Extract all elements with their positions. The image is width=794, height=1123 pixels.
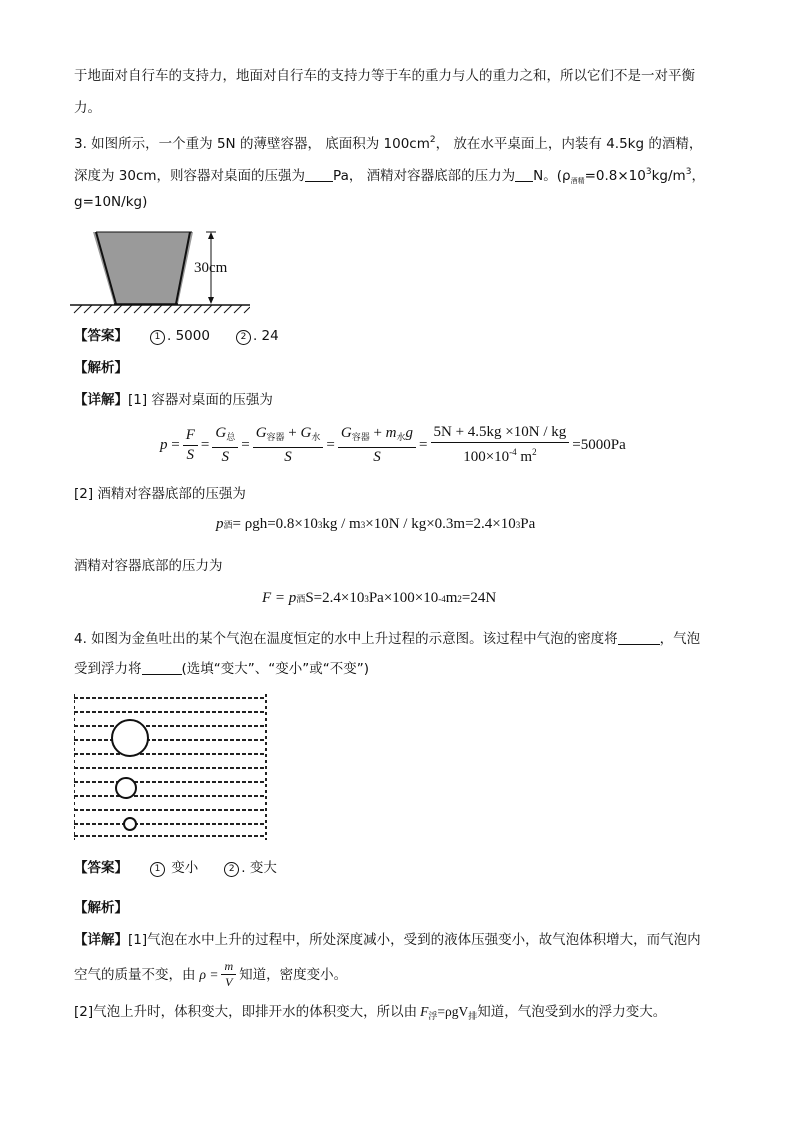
circled-number: 1 — [150, 862, 165, 877]
small-bubble — [124, 818, 136, 830]
large-bubble — [112, 720, 148, 756]
question-3-line-3: g=10N/kg) — [74, 194, 148, 210]
answer-blank[interactable] — [142, 660, 182, 675]
question-3-line-2: 深度为 30cm，则容器对桌面的压强为 Pa， 酒精对容器底部的压力为 N。($\rho_{酒精}=0.8\times 10^3kg/m^3$， — [74, 167, 705, 185]
text-line: 力。 — [74, 100, 101, 116]
circled-number: 2 — [236, 330, 251, 345]
bubbles-figure — [74, 690, 270, 842]
circled-number: 2 — [224, 862, 239, 877]
question-3-line-1: 3. 如图所示，一个重为 5N 的薄壁容器， 底面积为 $100cm^2$， 放在水平桌面上，内装有 4.5kg 的酒精， — [74, 135, 703, 152]
answer-line: 【答案】 1 . 5000 2 . 24 — [74, 328, 279, 344]
analysis-heading: 【解析】 — [74, 360, 128, 376]
circled-number: 1 — [150, 330, 165, 345]
equation-force-alcohol: F = p 酒 S=2.4×10 3 Pa×100×10 -4 m 2 =24N — [262, 590, 497, 606]
medium-bubble — [116, 778, 136, 798]
answer-blank[interactable] — [618, 630, 660, 645]
answer-blank[interactable] — [305, 167, 333, 182]
detail-line: 酒精对容器底部的压力为 — [74, 558, 223, 574]
detail-line: 【详解】[1] 容器对桌面的压强为 — [74, 392, 273, 408]
text-line: 于地面对自行车的支持力，地面对自行车的支持力等于车的重力与人的重力之和，所以它们不是一对平衡 — [74, 68, 695, 84]
detail-line: 【详解】[1]气泡在水中上升的过程中，所处深度减小，受到的液体压强变小，故气泡体积增大，而气泡内 — [74, 932, 701, 948]
depth-label: 30cm — [194, 260, 228, 276]
answer-blank[interactable] — [515, 167, 533, 182]
answer-line: 【答案】 1 变小 2 . 变大 — [74, 860, 277, 876]
detail-line: [2]气泡上升时，体积变大，即排开水的体积变大，所以由 $F_浮=\rho gV_排$知道，气泡受到水的浮力变大。 — [74, 1004, 667, 1022]
question-4-line-1: 4. 如图为金鱼吐出的某个气泡在温度恒定的水中上升过程的示意图。该过程中气泡的密度将 ，气泡 — [74, 631, 701, 647]
equation-pressure-alcohol: p 酒 = ρgh=0.8×10 3 kg / m 3 ×10N / kg×0.3m=2.4×10 3 Pa — [216, 516, 536, 532]
water-lines — [74, 698, 266, 836]
detail-line: 空气的质量不变，由 ρ = $\frac{m}{V}$ 知道，密度变小。 — [74, 959, 348, 989]
analysis-heading: 【解析】 — [74, 900, 128, 916]
detail-line: [2] 酒精对容器底部的压强为 — [74, 486, 246, 502]
equation-pressure-table: p = $\frac{F}{S}$ = $\frac{G_总}{S}$ = $\frac{G_{容器} + G_水}{S}$ = $\frac{G_{容器} + m_水g}{S}$ = $\frac{5N + 4.5kg \times 10N / kg}{100\times 10^{-4} m^2}$ =5000Pa — [160, 424, 626, 465]
question-4-line-2: 受到浮力将 (选填“变大”、“变小”或“不变”) — [74, 661, 369, 677]
